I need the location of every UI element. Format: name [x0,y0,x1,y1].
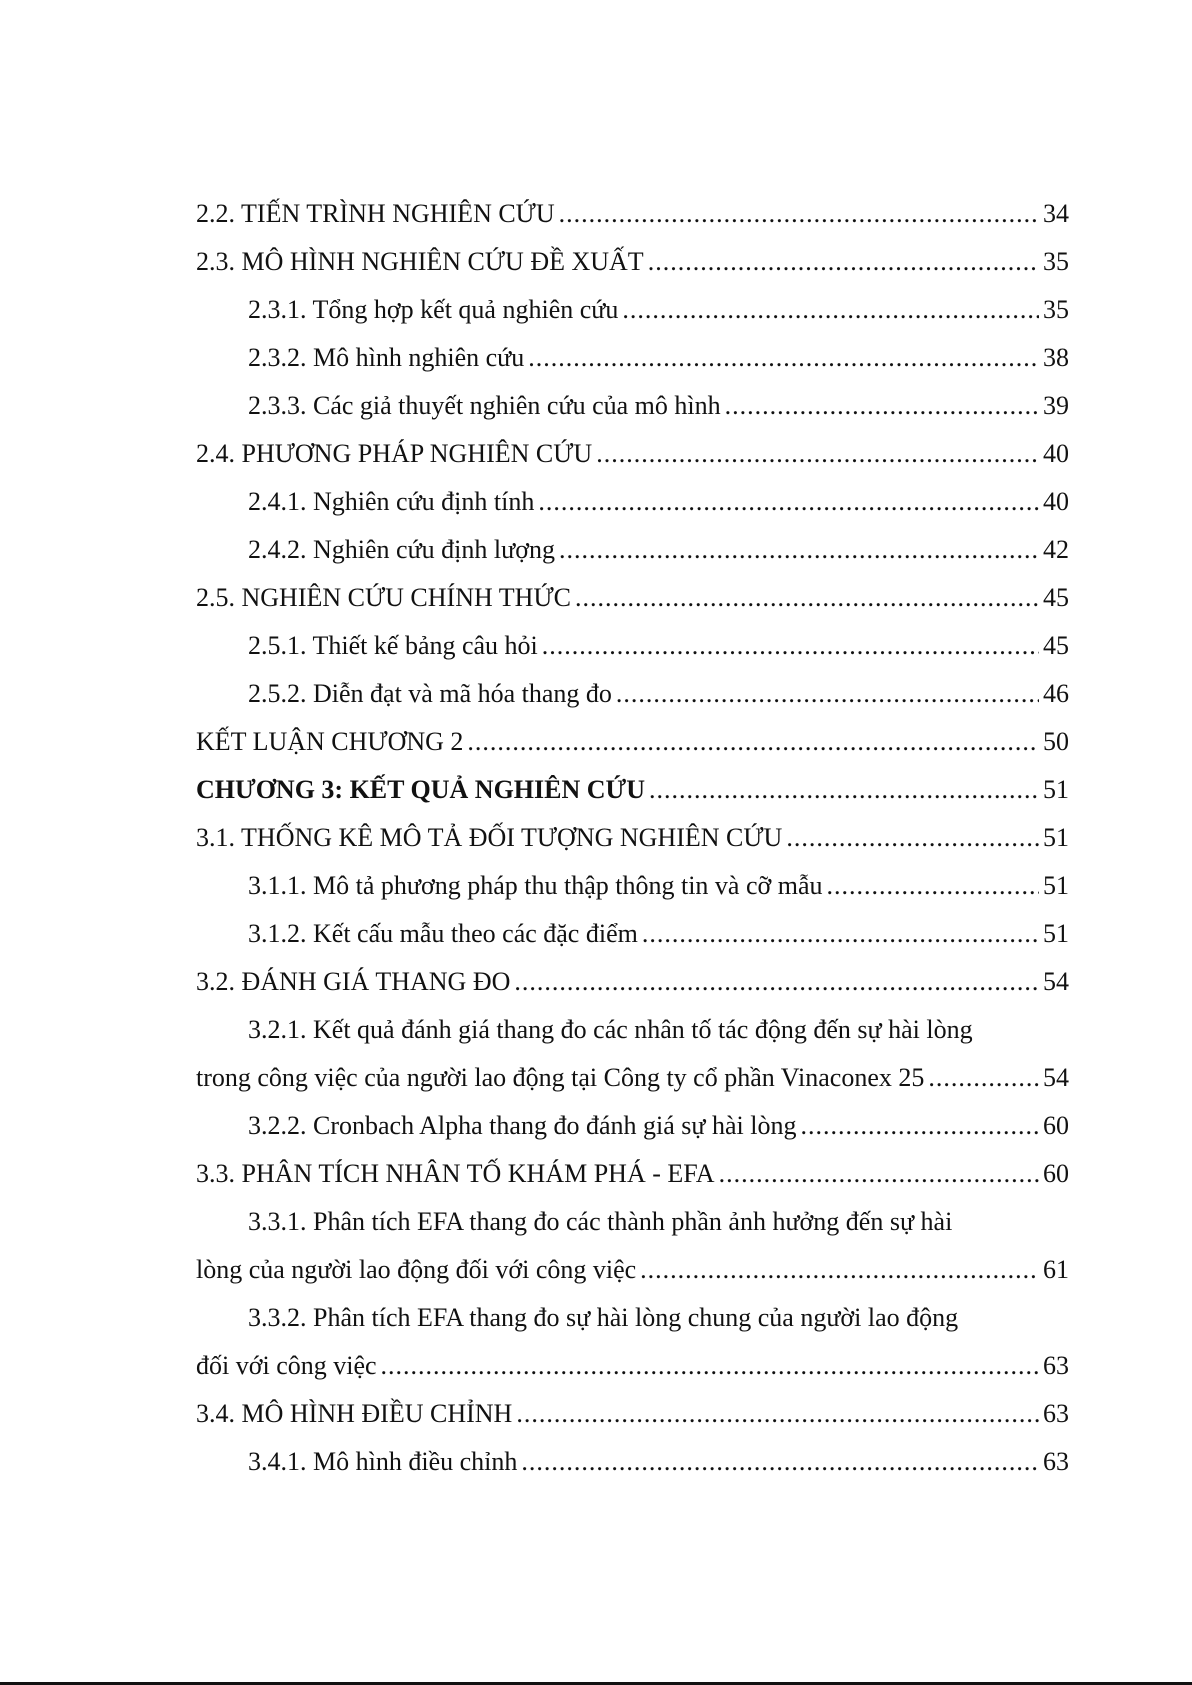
dot-leader [640,1246,1039,1294]
toc-entry-page: 63 [1043,1447,1069,1476]
toc-entry-title-line1: 3.3.2. Phân tích EFA thang đo sự hài lòng chung của người lao động [248,1303,959,1332]
toc-entry-page: 51 [1043,775,1069,804]
toc-entry-page: 60 [1043,1159,1069,1188]
toc-entry[interactable] [196,1294,1069,1390]
toc-entry-title: 2.3.1. Tổng hợp kết quả nghiên cứu [248,295,619,324]
toc-entry[interactable] [196,430,1069,478]
toc-entry[interactable] [196,190,1069,238]
toc-entry-title: 2.3.2. Mô hình nghiên cứu [248,343,525,372]
toc-entry-page: 51 [1043,919,1069,948]
toc-entry-page: 42 [1043,535,1069,564]
toc-entry[interactable] [196,1150,1069,1198]
toc-entry[interactable] [196,862,1069,910]
toc-entry-page: 39 [1043,391,1069,420]
toc-entry-page: 35 [1043,295,1069,324]
dot-leader [928,1054,1039,1102]
toc-entry-title-line2: đối với công việc [196,1351,377,1380]
toc-entry[interactable] [196,574,1069,622]
toc-entry[interactable] [196,1438,1069,1486]
toc-entry-page: 63 [1043,1399,1069,1428]
toc-entry-title: 2.4. PHƯƠNG PHÁP NGHIÊN CỨU [196,439,593,468]
toc-entry-page: 51 [1043,823,1069,852]
dot-leader [827,862,1039,910]
toc-entry-page: 46 [1043,679,1069,708]
dot-leader [596,430,1039,478]
toc-entry-title: CHƯƠNG 3: KẾT QUẢ NGHIÊN CỨU [196,775,645,804]
toc-entry-page: 54 [1043,1063,1069,1092]
toc-entry[interactable] [196,334,1069,382]
toc-entry-title: 3.4.1. Mô hình điều chỉnh [248,1447,518,1476]
toc-entry-title: 2.5.1. Thiết kế bảng câu hỏi [248,631,538,660]
toc-entry-title: 2.3. MÔ HÌNH NGHIÊN CỨU ĐỀ XUẤT [196,247,644,276]
dot-leader [648,238,1039,286]
toc-entry-title: 3.1.1. Mô tả phương pháp thu thập thông tin và cỡ mẫu [248,871,823,900]
toc-entry-page: 40 [1043,439,1069,468]
toc-chapter-entry[interactable] [196,766,1069,814]
toc-entry[interactable] [196,910,1069,958]
toc-entry-page: 63 [1043,1351,1069,1380]
toc-entry[interactable] [196,718,1069,766]
toc-entry[interactable] [196,814,1069,862]
toc-entry[interactable] [196,286,1069,334]
dot-leader [542,622,1039,670]
toc-entry-title: 3.2. ĐÁNH GIÁ THANG ĐO [196,967,511,996]
toc-entry-title: KẾT LUẬN CHƯƠNG 2 [196,727,464,756]
toc-entry-title: 3.1. THỐNG KÊ MÔ TẢ ĐỐI TƯỢNG NGHIÊN CỨU [196,823,783,852]
dot-leader [514,958,1039,1006]
dot-leader [467,718,1039,766]
dot-leader [528,334,1039,382]
toc-entry-page: 61 [1043,1255,1069,1284]
dot-leader [575,574,1039,622]
toc-entry-page: 60 [1043,1111,1069,1140]
toc-entry-page: 45 [1043,583,1069,612]
toc-entry-page: 51 [1043,871,1069,900]
dot-leader [725,382,1039,430]
toc-entry[interactable] [196,478,1069,526]
toc-entry[interactable] [196,1390,1069,1438]
toc-entry-page: 54 [1043,967,1069,996]
toc-entry[interactable] [196,526,1069,574]
toc-entry-title: 3.1.2. Kết cấu mẫu theo các đặc điểm [248,919,638,948]
toc-entry-title-line2: lòng của người lao động đối với công việc [196,1255,637,1284]
toc-entry-title: 2.3.3. Các giả thuyết nghiên cứu của mô hình [248,391,721,420]
dot-leader [800,1102,1039,1150]
toc-entry-title: 2.5. NGHIÊN CỨU CHÍNH THỨC [196,583,571,612]
toc-entry-title-line2: trong công việc của người lao động tại Công ty cổ phần Vinaconex 25 [196,1063,925,1092]
toc-entry-page: 38 [1043,343,1069,372]
toc-entry-title: 2.2. TIẾN TRÌNH NGHIÊN CỨU [196,199,555,228]
toc-entry-title-line1: 3.3.1. Phân tích EFA thang đo các thành phần ảnh hưởng đến sự hài [248,1207,953,1236]
toc-entry[interactable] [196,670,1069,718]
toc-entry[interactable] [196,622,1069,670]
dot-leader [381,1342,1039,1390]
toc-entry[interactable] [196,238,1069,286]
toc-entry[interactable] [196,382,1069,430]
toc-entry-title: 2.4.1. Nghiên cứu định tính [248,487,535,516]
dot-leader [719,1150,1039,1198]
toc-entry[interactable] [196,958,1069,1006]
dot-leader [649,766,1039,814]
dot-leader [521,1438,1039,1486]
dot-leader [622,286,1039,334]
toc-entry[interactable] [196,1006,1069,1102]
toc-entry-title-line1: 3.2.1. Kết quả đánh giá thang đo các nhân tố tác động đến sự hài lòng [248,1015,973,1044]
toc-entry-title: 3.4. MÔ HÌNH ĐIỀU CHỈNH [196,1399,513,1428]
toc-entry-page: 35 [1043,247,1069,276]
toc-entry-page: 45 [1043,631,1069,660]
table-of-contents [196,190,1069,1486]
dot-leader [538,478,1039,526]
toc-entry-title: 2.5.2. Diễn đạt và mã hóa thang đo [248,679,612,708]
toc-entry-title: 3.3. PHÂN TÍCH NHÂN TỐ KHÁM PHÁ - EFA [196,1159,715,1188]
dot-leader [516,1390,1039,1438]
dot-leader [616,670,1039,718]
dot-leader [559,190,1039,238]
toc-entry-page: 50 [1043,727,1069,756]
toc-entry[interactable] [196,1198,1069,1294]
dot-leader [642,910,1039,958]
toc-entry[interactable] [196,1102,1069,1150]
toc-entry-title: 3.2.2. Cronbach Alpha thang đo đánh giá sự hài lòng [248,1111,797,1140]
toc-entry-page: 40 [1043,487,1069,516]
toc-entry-title: 2.4.2. Nghiên cứu định lượng [248,535,555,564]
dot-leader [786,814,1039,862]
toc-entry-page: 34 [1043,199,1069,228]
dot-leader [559,526,1039,574]
